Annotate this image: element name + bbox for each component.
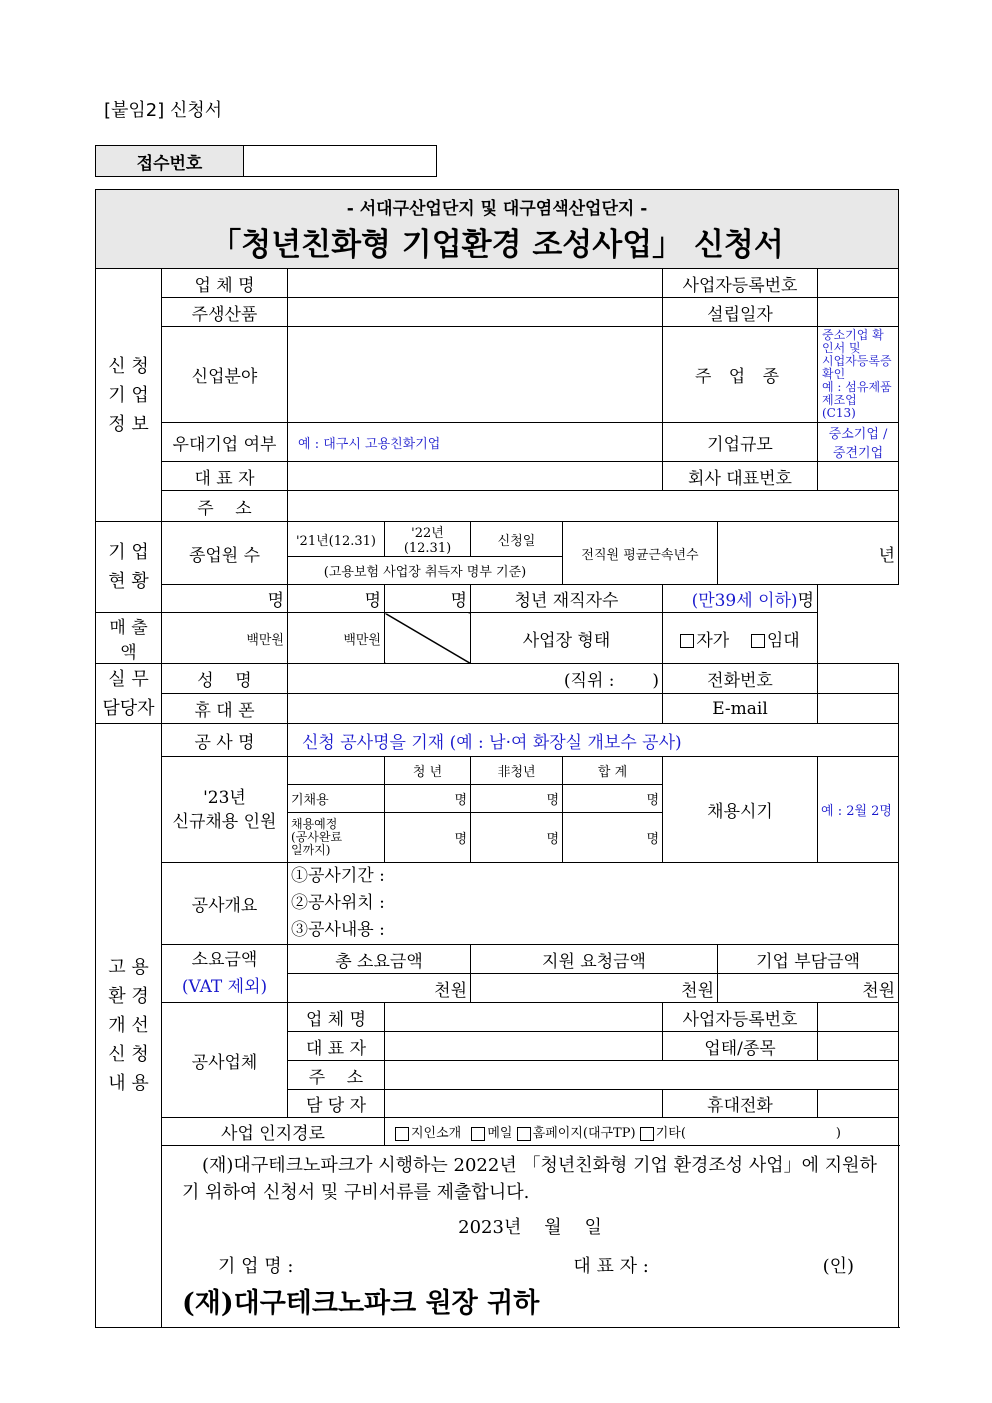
hired-nonyouth-field[interactable]: 명 (471, 785, 563, 813)
planned-nonyouth-field[interactable]: 명 (471, 813, 563, 863)
contractor-manager-field[interactable] (385, 1090, 663, 1118)
contractor-name-label: 업 체 명 (288, 1003, 385, 1032)
declaration-seal: (인) (822, 1256, 855, 1277)
receipt-value-field[interactable] (244, 146, 437, 177)
checkbox-rent[interactable] (751, 634, 765, 648)
founded-label: 설립일자 (663, 298, 818, 327)
hiring-time-label: 채용시기 (663, 757, 818, 863)
size-value[interactable]: 중소기업 / 중견기업 (818, 423, 899, 462)
biz-reg-label: 사업자등록번호 (663, 269, 818, 298)
planned-youth-field[interactable]: 명 (385, 813, 471, 863)
employees-2022-field[interactable]: 명 (288, 585, 385, 613)
contact-position: (직위 : ) (563, 671, 659, 691)
overview-content: ③공사내용 : (291, 920, 385, 940)
col-youth: 청 년 (385, 757, 471, 785)
checkbox-referral[interactable] (395, 1127, 409, 1141)
cost-support-label: 지원 요청금액 (471, 945, 718, 974)
youth-hint: (만39세 이하) (691, 591, 798, 611)
company-name-field[interactable] (288, 269, 663, 298)
overview-location: ②공사위치 : (291, 893, 385, 913)
col-2021: '21년(12.31) (288, 522, 385, 557)
contractor-ceo-label: 대 표 자 (288, 1032, 385, 1061)
declaration-text: (재)대구테크노파크가 시행하는 2022년 「청년친화형 기업 환경조성 사업」에 지원하기 위하여 신청서 및 구비서류를 제출합니다. (182, 1155, 877, 1203)
ceo-field[interactable] (288, 462, 663, 491)
declaration-date: 2023년 월 일 (458, 1217, 602, 1238)
contractor-label: 공사업체 (162, 1003, 288, 1118)
declaration-addressee: (재)대구테크노파크 원장 귀하 (182, 1288, 540, 1319)
form-subtitle: - 서대구산업단지 및 대구염색산업단지 - (346, 199, 648, 219)
cost-label: 소요금액 (191, 949, 258, 970)
cost-total-field[interactable]: 천원 (288, 974, 471, 1003)
overview-label: 공사개요 (162, 863, 288, 945)
preferred-hint[interactable]: 예 : 대구시 고용친화기업 (288, 423, 663, 462)
checkbox-other[interactable] (640, 1127, 654, 1141)
size-label: 기업규모 (663, 423, 818, 462)
contact-mobile-label: 휴 대 폰 (162, 694, 288, 724)
youth-label: 청년 재직자수 (471, 585, 663, 613)
col-apply-date: 신청일 (471, 522, 563, 557)
checkbox-homepage[interactable] (517, 1127, 531, 1141)
hiring-corner (288, 757, 385, 785)
row-hired-label: 기채용 (288, 785, 385, 813)
cost-support-field[interactable]: 천원 (471, 974, 718, 1003)
biz-reg-field[interactable] (818, 269, 899, 298)
attachment-label: [붙임2] 신청서 (104, 100, 223, 121)
cost-label-block (162, 945, 288, 1003)
address-label: 주 소 (162, 491, 288, 522)
company-phone-field[interactable] (818, 462, 899, 491)
declaration-company: 기 업 명 : (218, 1256, 294, 1277)
contact-phone-label: 전화번호 (663, 664, 818, 694)
contractor-biz-reg-label: 사업자등록번호 (663, 1003, 818, 1032)
hiring-time-hint[interactable]: 예 : 2월 2명 (818, 757, 899, 863)
checkbox-own[interactable] (680, 634, 694, 648)
hired-total-field[interactable]: 명 (563, 785, 663, 813)
ceo-label: 대 표 자 (162, 462, 288, 491)
industry-label: 신업분야 (162, 327, 288, 423)
contact-phone-field[interactable] (818, 664, 899, 694)
section-improvement: 고 용 환 경 개 선 신 청 내 용 (96, 724, 162, 1328)
overview-field[interactable] (288, 863, 899, 945)
insurance-note: (고용보험 사업장 취득자 명부 기준) (288, 557, 563, 585)
form-title-block (96, 190, 899, 269)
main-business-label: 주 업 종 (663, 327, 818, 423)
section-contact: 실 무 담당자 (96, 664, 162, 724)
contractor-name-field[interactable] (385, 1003, 663, 1032)
contractor-manager-label: 담 당 자 (288, 1090, 385, 1118)
receipt-number-box (95, 145, 437, 177)
youth-field[interactable]: (만39세 이하)명 (663, 585, 818, 613)
avg-tenure-label: 전직원 평균근속년수 (563, 522, 718, 585)
section-company-status: 기 업 현 황 (96, 522, 162, 613)
cost-company-label: 기업 부담금액 (718, 945, 899, 974)
contact-name-label: 성 명 (162, 664, 288, 694)
site-type-label: 사업장 형태 (471, 613, 663, 664)
awareness-label: 사업 인지경로 (162, 1118, 385, 1146)
founded-field[interactable] (818, 298, 899, 327)
company-phone-label: 회사 대표번호 (663, 462, 818, 491)
contractor-mobile-label: 휴대전화 (663, 1090, 818, 1118)
industry-field[interactable] (288, 327, 663, 423)
application-form (95, 189, 899, 1328)
col-2022: '22년(12.31) (385, 522, 471, 557)
employees-apply-field[interactable]: 명 (385, 585, 471, 613)
col-total: 합 계 (563, 757, 663, 785)
section-company-info: 신 청 기 업 정 보 (96, 269, 162, 522)
preferred-label: 우대기업 여부 (162, 423, 288, 462)
sales-2022-field[interactable]: 백만원 (288, 613, 385, 664)
contact-email-label: E-mail (663, 694, 818, 724)
overview-period: ①공사기간 : (291, 866, 385, 886)
contractor-type-field[interactable] (818, 1032, 899, 1061)
declaration-signature-row (182, 1253, 878, 1280)
address-field[interactable] (288, 491, 899, 522)
form-title: 「청년친화형 기업환경 조성사업」 신청서 (210, 227, 784, 263)
contractor-mobile-field[interactable] (818, 1090, 899, 1118)
sales-label: 매 출 액 (96, 613, 162, 664)
main-business-hint[interactable]: 중소기업 확인서 및 시업자등록증 확인 예 : 섬유제품 제조업 (C13) (818, 327, 899, 423)
contractor-biz-reg-field[interactable] (818, 1003, 899, 1032)
cost-vat-note: (VAT 제외) (181, 976, 268, 997)
col-nonyouth: 非청년 (471, 757, 563, 785)
row-planned-label: 채용예정 (공사완료 일까지) (288, 813, 385, 863)
avg-tenure-field[interactable] (718, 522, 899, 585)
contact-name-field[interactable] (288, 664, 663, 694)
contractor-ceo-field[interactable] (385, 1032, 663, 1061)
declaration-ceo: 대 표 자 : (573, 1256, 649, 1277)
sales-2021-field[interactable]: 백만원 (162, 613, 288, 664)
declaration-block (162, 1146, 899, 1328)
checkbox-mail[interactable] (471, 1127, 485, 1141)
contractor-address-field[interactable] (385, 1061, 899, 1090)
planned-total-field[interactable]: 명 (563, 813, 663, 863)
contact-email-field[interactable] (818, 694, 899, 724)
employees-label: 종업원 수 (162, 522, 288, 585)
receipt-label: 접수번호 (96, 146, 244, 177)
sales-apply-diagonal (385, 613, 471, 664)
project-label: 공 사 명 (162, 724, 288, 757)
contractor-address-label: 주 소 (288, 1061, 385, 1090)
unit-year: 년 (878, 545, 896, 566)
awareness-options[interactable]: 지인소개 메일 홈페이지(대구TP) 기타( ) (385, 1118, 899, 1146)
hired-youth-field[interactable]: 명 (385, 785, 471, 813)
project-hint[interactable]: 신청 공사명을 기재 (예 : 남·여 화장실 개보수 공사) (288, 724, 899, 757)
site-type-options[interactable]: 자가 임대 (663, 613, 818, 664)
cost-company-field[interactable]: 천원 (718, 974, 899, 1003)
contractor-type-label: 업태/종목 (663, 1032, 818, 1061)
employees-2021-field[interactable]: 명 (162, 585, 288, 613)
cost-total-label: 총 소요금액 (288, 945, 471, 974)
contact-mobile-field[interactable] (288, 694, 663, 724)
main-product-label: 주생산품 (162, 298, 288, 327)
company-name-label: 업 체 명 (162, 269, 288, 298)
hiring-label: '23년 신규채용 인원 (162, 757, 288, 863)
main-product-field[interactable] (288, 298, 663, 327)
